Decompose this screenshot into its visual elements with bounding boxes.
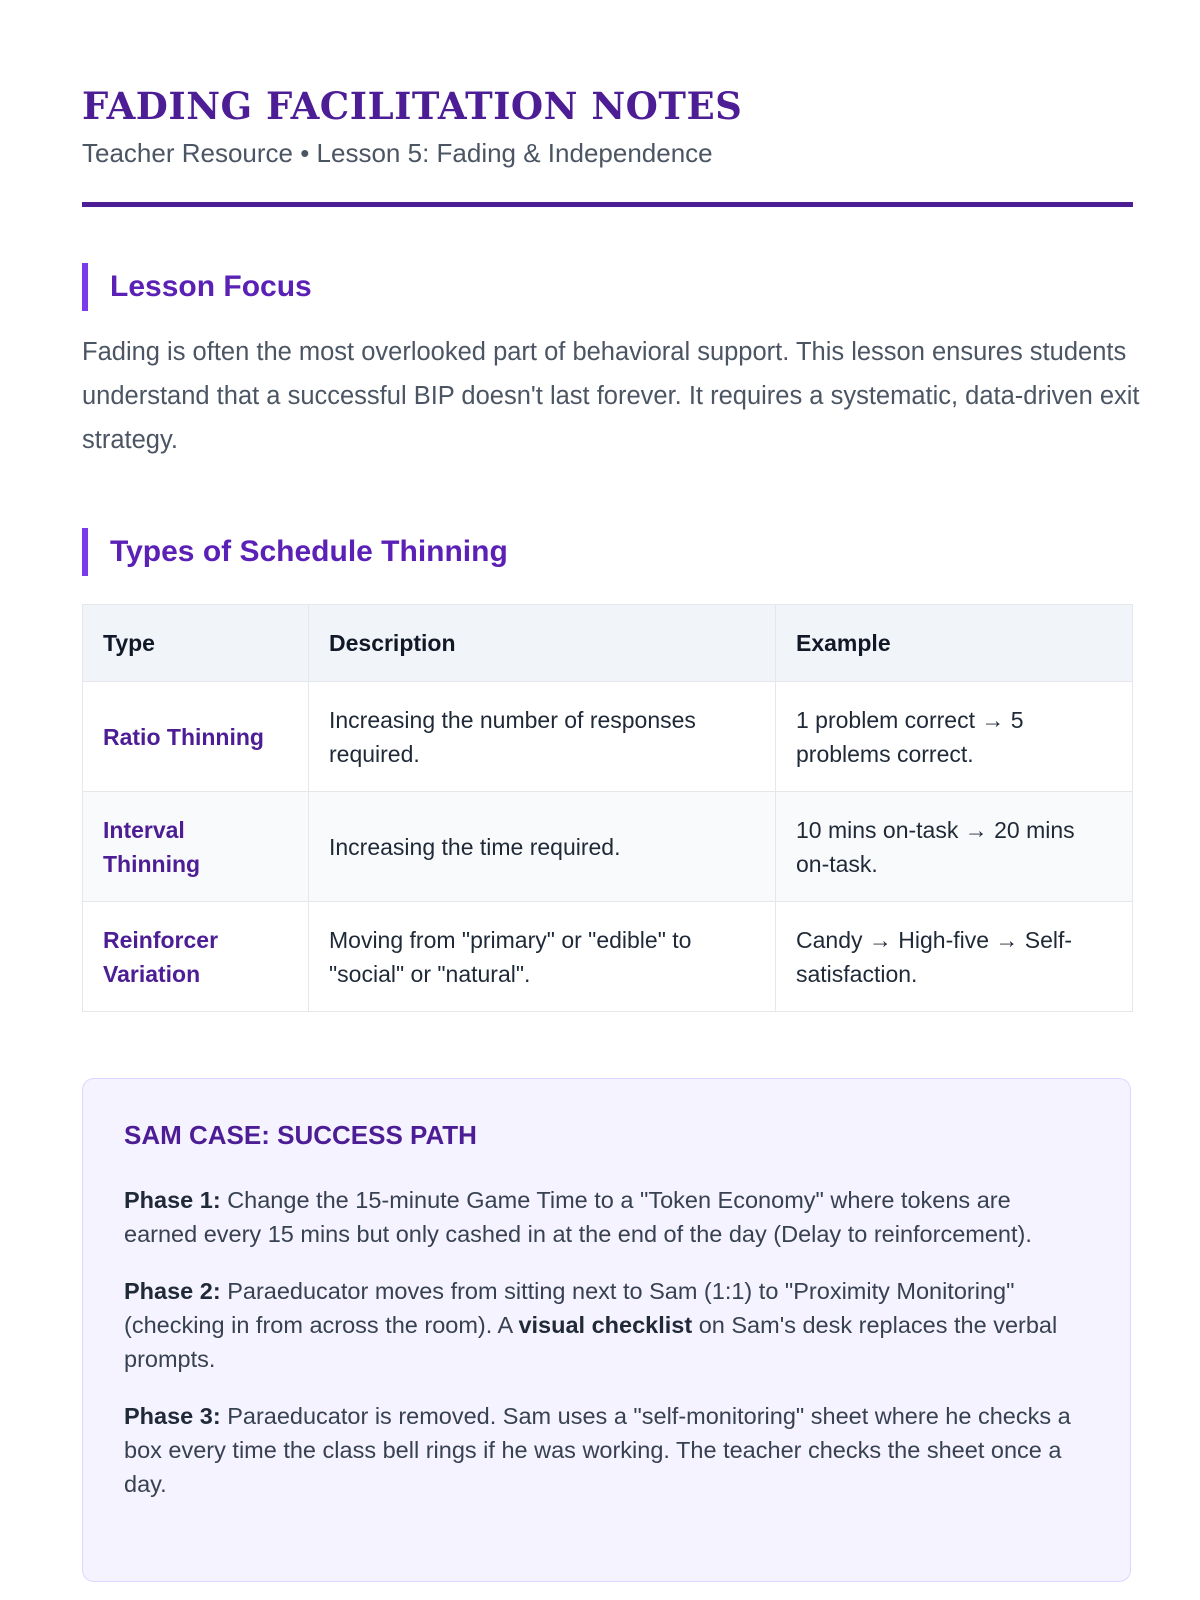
row-description-cell: Moving from "primary" or "edible" to "social" or "natural". xyxy=(309,902,776,1012)
row-example-cell: 1 problem correct → 5 problems correct. xyxy=(776,682,1133,792)
lesson-focus-text: Fading is often the most overlooked part of behavioral support. This lesson ensures students understand that a successful BIP doesn't last forever. It requires a systematic, data-driven exit strategy. xyxy=(82,338,1140,454)
column-header-type: Type xyxy=(83,605,309,682)
phase-2-emphasis: visual checklist xyxy=(518,1312,693,1338)
table-row xyxy=(83,792,1133,902)
schedule-thinning-heading: Types of Schedule Thinning xyxy=(82,528,508,576)
row-type-cell: Reinforcer Variation xyxy=(83,902,309,1012)
phase-2-text-continued: on Sam's desk replaces the verbal prompts. xyxy=(124,1312,1058,1372)
row-example-cell: Candy → High-five → Self-satisfaction. xyxy=(776,902,1133,1012)
phase-2 xyxy=(124,1274,1089,1376)
page-title: FADING FACILITATION NOTES xyxy=(82,84,743,128)
phase-2-label: Phase 2: xyxy=(124,1278,221,1304)
header-divider xyxy=(82,202,1133,207)
row-description-cell: Increasing the number of responses required. xyxy=(309,682,776,792)
table-row xyxy=(83,902,1133,1012)
row-type-cell: Interval Thinning xyxy=(83,792,309,902)
column-header-description: Description xyxy=(309,605,776,682)
row-description-cell: Increasing the time required. xyxy=(309,792,776,902)
column-header-example: Example xyxy=(776,605,1133,682)
schedule-thinning-table xyxy=(82,604,1133,1012)
phase-2-text: Paraeducator moves from sitting next to Sam (1:1) to "Proximity Monitoring" (checking in from across the room). A xyxy=(124,1278,1015,1338)
phase-3-text: Paraeducator is removed. Sam uses a "self-monitoring" sheet where he checks a box every time the class bell rings if he was working. The teacher checks the sheet once a day. xyxy=(124,1403,1071,1497)
phase-1 xyxy=(124,1183,1089,1251)
row-type-cell: Ratio Thinning xyxy=(83,682,309,792)
table-header-row xyxy=(83,605,1133,682)
phase-3-label: Phase 3: xyxy=(124,1403,221,1429)
table-row xyxy=(83,682,1133,792)
phase-1-label: Phase 1: xyxy=(124,1187,221,1213)
lesson-focus-heading: Lesson Focus xyxy=(82,263,312,311)
page-subtitle: Teacher Resource • Lesson 5: Fading & Independence xyxy=(82,138,713,168)
phase-1-text: Change the 15-minute Game Time to a "Token Economy" where tokens are earned every 15 mins but only cashed in at the end of the day (Delay to reinforcement). xyxy=(124,1187,1032,1247)
case-title: SAM CASE: SUCCESS PATH xyxy=(124,1120,477,1150)
sam-case-box xyxy=(82,1078,1131,1582)
row-example-cell: 10 mins on-task → 20 mins on-task. xyxy=(776,792,1133,902)
phase-3 xyxy=(124,1399,1089,1501)
